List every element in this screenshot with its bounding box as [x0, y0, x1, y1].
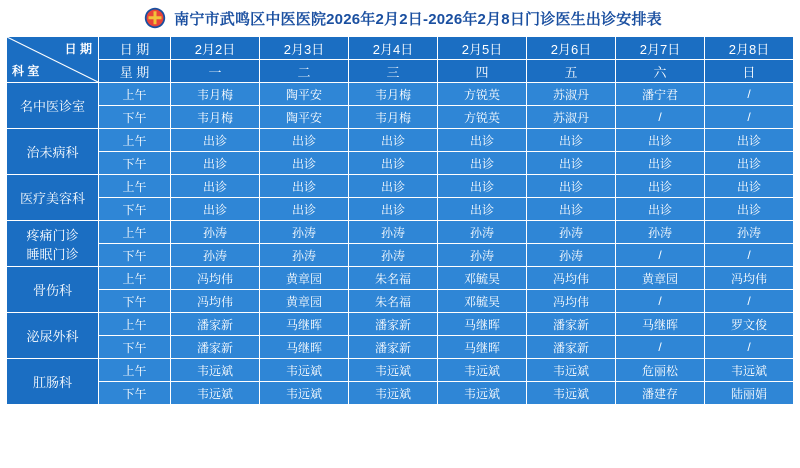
- schedule-cell: 冯均伟: [705, 267, 794, 290]
- schedule-cell: 陆丽娟: [705, 382, 794, 405]
- header-weekday-4: 四: [438, 60, 527, 83]
- half-day-label-pm: 下午: [99, 336, 171, 359]
- page-title: 南宁市武鸣区中医医院2026年2月2日-2026年2月8日门诊医生出诊安排表: [174, 10, 662, 28]
- schedule-cell: 马继晖: [438, 336, 527, 359]
- schedule-cell: 孙涛: [260, 244, 349, 267]
- header-weekday-5: 五: [527, 60, 616, 83]
- half-day-label-am: 上午: [99, 221, 171, 244]
- schedule-cell: 出诊: [171, 152, 260, 175]
- schedule-cell: 孙涛: [438, 244, 527, 267]
- header-weekday-3: 三: [349, 60, 438, 83]
- schedule-cell: 韦远斌: [438, 359, 527, 382]
- schedule-cell: 冯均伟: [527, 267, 616, 290]
- schedule-cell: 出诊: [438, 152, 527, 175]
- department-name-cell: 医疗美容科: [7, 175, 99, 221]
- schedule-cell: 危丽松: [616, 359, 705, 382]
- table-row: [7, 152, 794, 175]
- schedule-cell: 出诊: [527, 175, 616, 198]
- department-name-cell: 骨伤科: [7, 267, 99, 313]
- schedule-cell: 出诊: [438, 198, 527, 221]
- schedule-cell: 韦月梅: [349, 83, 438, 106]
- half-day-label-pm: 下午: [99, 198, 171, 221]
- header-row-weekdays: [7, 60, 794, 83]
- schedule-cell: 出诊: [616, 175, 705, 198]
- schedule-cell: 出诊: [260, 175, 349, 198]
- department-name-cell: 肛肠科: [7, 359, 99, 405]
- schedule-cell: 出诊: [260, 152, 349, 175]
- schedule-cell: 苏淑丹: [527, 106, 616, 129]
- schedule-cell: 孙涛: [260, 221, 349, 244]
- table-row: [7, 244, 794, 267]
- schedule-cell: 孙涛: [527, 244, 616, 267]
- hospital-cross-logo-icon: [144, 7, 166, 29]
- schedule-cell: 孙涛: [171, 221, 260, 244]
- schedule-cell: 潘家新: [171, 313, 260, 336]
- table-row: [7, 83, 794, 106]
- half-day-label-am: 上午: [99, 129, 171, 152]
- schedule-cell: /: [616, 336, 705, 359]
- schedule-cell: 出诊: [527, 129, 616, 152]
- table-body: [7, 83, 794, 405]
- table-row: [7, 382, 794, 405]
- schedule-cell: /: [705, 336, 794, 359]
- schedule-cell: /: [616, 106, 705, 129]
- schedule-cell: 冯均伟: [171, 267, 260, 290]
- schedule-cell: 出诊: [705, 129, 794, 152]
- schedule-cell: 出诊: [705, 175, 794, 198]
- schedule-cell: 孙涛: [616, 221, 705, 244]
- header-date-4: 2月5日: [438, 37, 527, 60]
- table-row: [7, 290, 794, 313]
- schedule-cell: 马继晖: [616, 313, 705, 336]
- table-row: [7, 313, 794, 336]
- header-date-1: 2月2日: [171, 37, 260, 60]
- schedule-cell: 韦远斌: [527, 359, 616, 382]
- header-weekday-label: 星 期: [99, 60, 171, 83]
- table-header: [7, 37, 794, 83]
- schedule-cell: 出诊: [171, 198, 260, 221]
- schedule-cell: 出诊: [260, 129, 349, 152]
- schedule-cell: 韦远斌: [171, 359, 260, 382]
- table-row: [7, 267, 794, 290]
- table-row: [7, 106, 794, 129]
- schedule-cell: 潘家新: [171, 336, 260, 359]
- schedule-cell: 邓毓昊: [438, 267, 527, 290]
- schedule-cell: 潘家新: [349, 313, 438, 336]
- table-row: [7, 359, 794, 382]
- schedule-cell: 冯均伟: [171, 290, 260, 313]
- table-row: [7, 221, 794, 244]
- header-date-label: 日 期: [99, 37, 171, 60]
- schedule-cell: 马继晖: [260, 336, 349, 359]
- schedule-cell: 黄章园: [616, 267, 705, 290]
- schedule-cell: 韦远斌: [527, 382, 616, 405]
- table-row: [7, 336, 794, 359]
- schedule-cell: 出诊: [349, 175, 438, 198]
- schedule-cell: 黄章园: [260, 267, 349, 290]
- table-row: [7, 175, 794, 198]
- schedule-cell: 出诊: [527, 198, 616, 221]
- schedule-cell: 朱名福: [349, 290, 438, 313]
- schedule-cell: 陶平安: [260, 106, 349, 129]
- schedule-cell: 出诊: [171, 175, 260, 198]
- department-name-cell: 疼痛门诊 睡眠门诊: [7, 221, 99, 267]
- header-date-7: 2月8日: [705, 37, 794, 60]
- half-day-label-am: 上午: [99, 313, 171, 336]
- schedule-cell: /: [705, 290, 794, 313]
- schedule-cell: /: [705, 83, 794, 106]
- schedule-cell: 朱名福: [349, 267, 438, 290]
- header-weekday-6: 六: [616, 60, 705, 83]
- schedule-cell: 韦月梅: [171, 106, 260, 129]
- schedule-cell: 出诊: [527, 152, 616, 175]
- half-day-label-am: 上午: [99, 359, 171, 382]
- schedule-cell: 韦远斌: [171, 382, 260, 405]
- table-row: [7, 198, 794, 221]
- department-name-cell: 治未病科: [7, 129, 99, 175]
- schedule-cell: 出诊: [438, 175, 527, 198]
- schedule-cell: 罗文俊: [705, 313, 794, 336]
- half-day-label-am: 上午: [99, 175, 171, 198]
- title-bar: [0, 0, 800, 36]
- schedule-cell: 出诊: [705, 198, 794, 221]
- schedule-cell: /: [616, 290, 705, 313]
- schedule-cell: 方锐英: [438, 83, 527, 106]
- schedule-cell: 出诊: [616, 198, 705, 221]
- schedule-cell: 韦远斌: [349, 382, 438, 405]
- schedule-cell: 韦月梅: [171, 83, 260, 106]
- half-day-label-pm: 下午: [99, 106, 171, 129]
- schedule-cell: 潘家新: [349, 336, 438, 359]
- schedule-cell: /: [705, 106, 794, 129]
- half-day-label-pm: 下午: [99, 290, 171, 313]
- schedule-cell: 出诊: [705, 152, 794, 175]
- header-weekday-2: 二: [260, 60, 349, 83]
- corner-header-cell: [7, 37, 99, 83]
- schedule-cell: 出诊: [349, 129, 438, 152]
- schedule-cell: 出诊: [171, 129, 260, 152]
- schedule-cell: /: [705, 244, 794, 267]
- schedule-cell: 陶平安: [260, 83, 349, 106]
- schedule-cell: 邓毓昊: [438, 290, 527, 313]
- department-name-cell: 泌尿外科: [7, 313, 99, 359]
- schedule-cell: 出诊: [349, 152, 438, 175]
- schedule-cell: 孙涛: [438, 221, 527, 244]
- schedule-cell: 孙涛: [705, 221, 794, 244]
- corner-dept-label: 科 室: [12, 64, 40, 78]
- half-day-label-pm: 下午: [99, 244, 171, 267]
- schedule-cell: 孙涛: [349, 244, 438, 267]
- table-row: [7, 129, 794, 152]
- header-date-6: 2月7日: [616, 37, 705, 60]
- schedule-cell: 孙涛: [349, 221, 438, 244]
- header-date-5: 2月6日: [527, 37, 616, 60]
- schedule-cell: 韦远斌: [349, 359, 438, 382]
- header-date-3: 2月4日: [349, 37, 438, 60]
- half-day-label-pm: 下午: [99, 382, 171, 405]
- schedule-cell: 马继晖: [260, 313, 349, 336]
- schedule-cell: 孙涛: [171, 244, 260, 267]
- half-day-label-am: 上午: [99, 83, 171, 106]
- schedule-cell: 潘建存: [616, 382, 705, 405]
- half-day-label-pm: 下午: [99, 152, 171, 175]
- header-date-2: 2月3日: [260, 37, 349, 60]
- schedule-cell: 韦月梅: [349, 106, 438, 129]
- schedule-cell: 方锐英: [438, 106, 527, 129]
- schedule-cell: 潘家新: [527, 336, 616, 359]
- half-day-label-am: 上午: [99, 267, 171, 290]
- schedule-cell: 韦远斌: [260, 382, 349, 405]
- header-weekday-7: 日: [705, 60, 794, 83]
- department-name-cell: 名中医诊室: [7, 83, 99, 129]
- schedule-cell: 潘家新: [527, 313, 616, 336]
- schedule-table: [6, 36, 794, 405]
- schedule-cell: 出诊: [349, 198, 438, 221]
- schedule-cell: 韦远斌: [438, 382, 527, 405]
- schedule-cell: 潘宁君: [616, 83, 705, 106]
- schedule-cell: 黄章园: [260, 290, 349, 313]
- schedule-cell: 出诊: [616, 152, 705, 175]
- schedule-cell: 孙涛: [527, 221, 616, 244]
- schedule-cell: 出诊: [260, 198, 349, 221]
- schedule-cell: 马继晖: [438, 313, 527, 336]
- schedule-cell: 出诊: [616, 129, 705, 152]
- corner-date-label: 日 期: [64, 42, 92, 56]
- header-weekday-1: 一: [171, 60, 260, 83]
- schedule-cell: 出诊: [438, 129, 527, 152]
- schedule-cell: 苏淑丹: [527, 83, 616, 106]
- schedule-cell: 韦远斌: [705, 359, 794, 382]
- header-row-dates: [7, 37, 794, 60]
- schedule-cell: 韦远斌: [260, 359, 349, 382]
- schedule-cell: 冯均伟: [527, 290, 616, 313]
- schedule-cell: /: [616, 244, 705, 267]
